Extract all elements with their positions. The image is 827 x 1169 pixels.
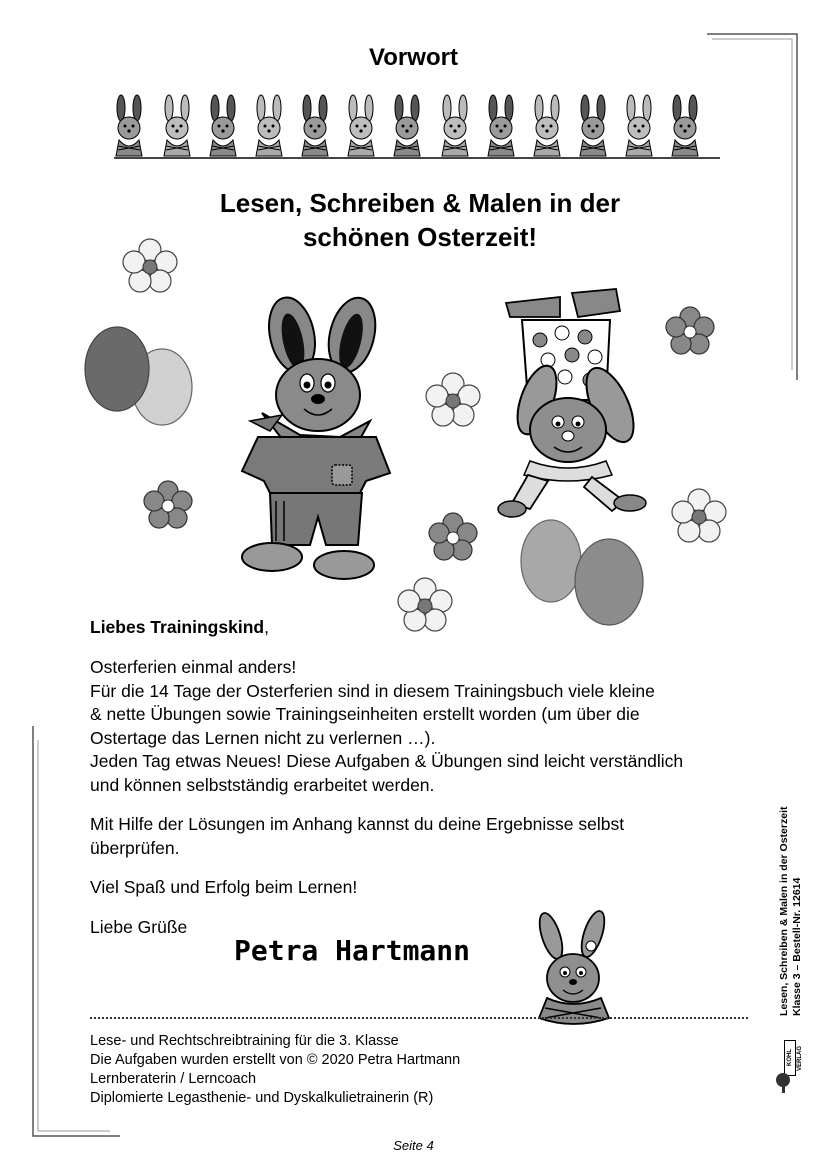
text-line: und können selbstständig erarbeitet werden. [90,774,435,795]
easter-egg-icon [575,539,643,625]
flower-icon [144,481,192,528]
bunny-boy-icon [242,293,390,579]
footer-line: Lernberaterin / Lerncoach [90,1071,257,1087]
flower-icon [672,489,726,542]
paragraph-intro [90,656,770,797]
dotted-divider [90,1017,748,1019]
flower-icon [426,373,480,426]
text-line: überprüfen. [90,837,180,858]
bunny-girl-handstand-icon [498,289,646,517]
text-line: Mit Hilfe der Lösungen im Anhang kannst du deine Ergebnisse selbst [90,814,625,834]
heading-line-2: schönen Osterzeit! [302,222,538,252]
text-line: Jeden Tag etwas Neues! Diese Aufgaben & Übungen sind leicht verständlich [90,751,684,771]
footer-line: Die Aufgaben wurden erstellt von © 2020 Petra Hartmann [90,1052,461,1068]
small-bunny-icon [525,906,620,1026]
footer [90,1032,460,1108]
signature: Petra Hartmann [234,934,471,967]
paragraph-solutions [90,813,770,860]
footer-line: Lese- und Rechtschreibtraining für die 3. Klasse [90,1033,399,1049]
flower-icon [666,307,714,354]
publisher-logo-text: KOHL VERLAG [784,1040,796,1076]
side-line-1: Lesen, Schreiben & Malen in der Osterzeit [778,806,790,1016]
text-line: & nette Übungen sowie Trainingseinheiten erstellt worden (um über die [90,704,640,724]
flower-icon [123,239,177,292]
bunny-border [110,92,725,164]
greeting: Liebes Trainingskind [90,617,265,637]
paragraph-wishes: Viel Spaß und Erfolg beim Lernen! [90,877,358,897]
easter-egg-icon [85,327,149,411]
greeting-comma: , [264,617,269,637]
easter-egg-icon [521,520,581,602]
heading-line-1: Lesen, Schreiben & Malen in der [219,188,621,218]
footer-line: Diplomierte Legasthenie- und Dyskalkulietrainerin (R) [90,1090,434,1106]
publisher-logo [770,1040,803,1096]
flower-icon [429,513,477,560]
tree-icon [772,1072,794,1094]
greeting-line [90,616,770,640]
closing: Liebe Grüße [90,917,188,937]
page-number: Seite 4 [393,1138,434,1153]
easter-illustration [0,225,827,645]
text-line: Osterferien einmal anders! [90,657,297,677]
text-line: Ostertage das Lernen nicht zu verlernen …). [90,727,436,748]
side-line-2: Klasse 3 – Bestell-Nr. 12614 [791,877,803,1016]
page-title: Vorwort [369,44,458,71]
side-imprint [778,786,804,1016]
text-line: Für die 14 Tage der Osterferien sind in diesem Trainingsbuch viele kleine [90,680,655,701]
